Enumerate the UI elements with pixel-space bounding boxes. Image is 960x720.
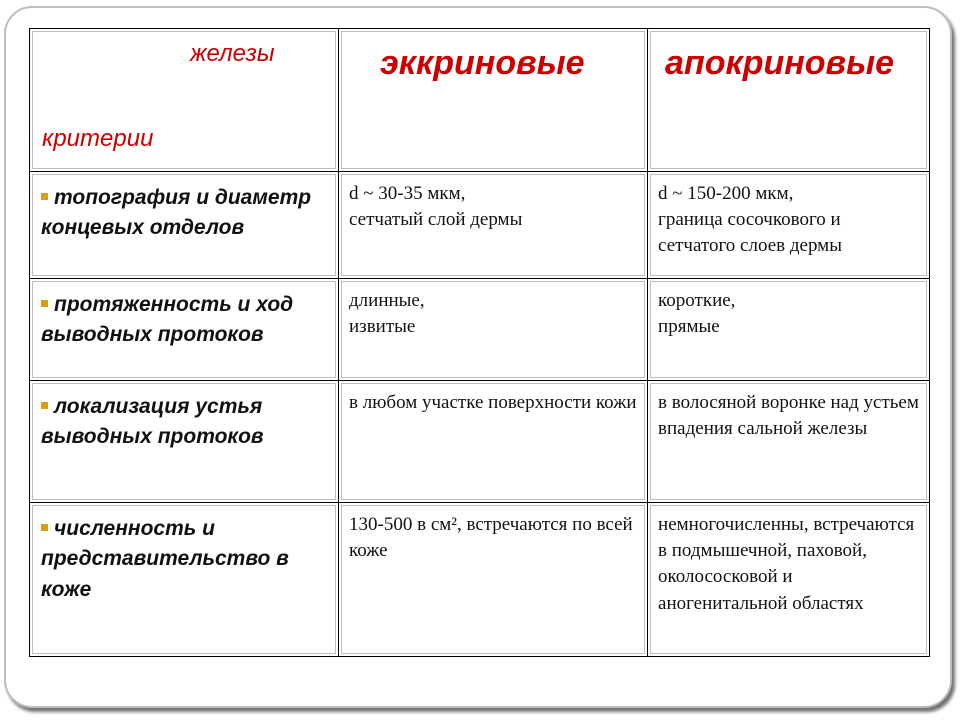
eccrine-value: длинные, [349,290,425,311]
apocrine-value: короткие, [658,290,736,311]
gland-comparison-table [29,28,930,657]
header-row [30,29,930,172]
bullet-icon [41,402,48,409]
column-title-apocrine: апокриновые [665,44,895,82]
table-row [30,279,930,381]
criterion-label: локализация устья выводных протоков [41,395,264,449]
apocrine-value: граница сосочкового и сетчатого слоев дермы [658,209,842,257]
apocrine-value: d ~ 150-200 мкм, [658,183,794,204]
eccrine-value: d ~ 30-35 мкм, [349,183,466,204]
criterion-label: протяженность и ход выводных протоков [41,293,294,347]
apocrine-value: в волосяной воронке над устьем впадения сальной железы [658,392,919,440]
table-row [30,503,930,657]
bullet-icon [41,300,48,307]
corner-cell [30,29,339,172]
column-title-eccrine: эккриновые [380,44,585,82]
header-apocrine-cell [648,29,930,172]
criteria-label: критерии [42,125,154,152]
table-row [30,381,930,503]
bullet-icon [41,193,48,200]
apocrine-value: немногочисленны, встречаются в подмышечной, паховой, околососковой и аногенитальной областях [658,514,915,614]
glands-label: железы [190,40,275,67]
criterion-label: топография и диаметр концевых отделов [41,186,312,240]
bullet-icon [41,524,48,531]
eccrine-value: извитые [349,316,416,338]
header-eccrine-cell [339,29,648,172]
eccrine-value: 130-500 в см², встречаются по всей коже [349,514,633,562]
eccrine-value: в любом участке поверхности кожи [349,392,637,413]
eccrine-value: сетчатый слой дермы [349,209,523,231]
apocrine-value: прямые [658,316,720,338]
criterion-label: численность и представительство в коже [41,517,289,601]
table-row [30,172,930,279]
